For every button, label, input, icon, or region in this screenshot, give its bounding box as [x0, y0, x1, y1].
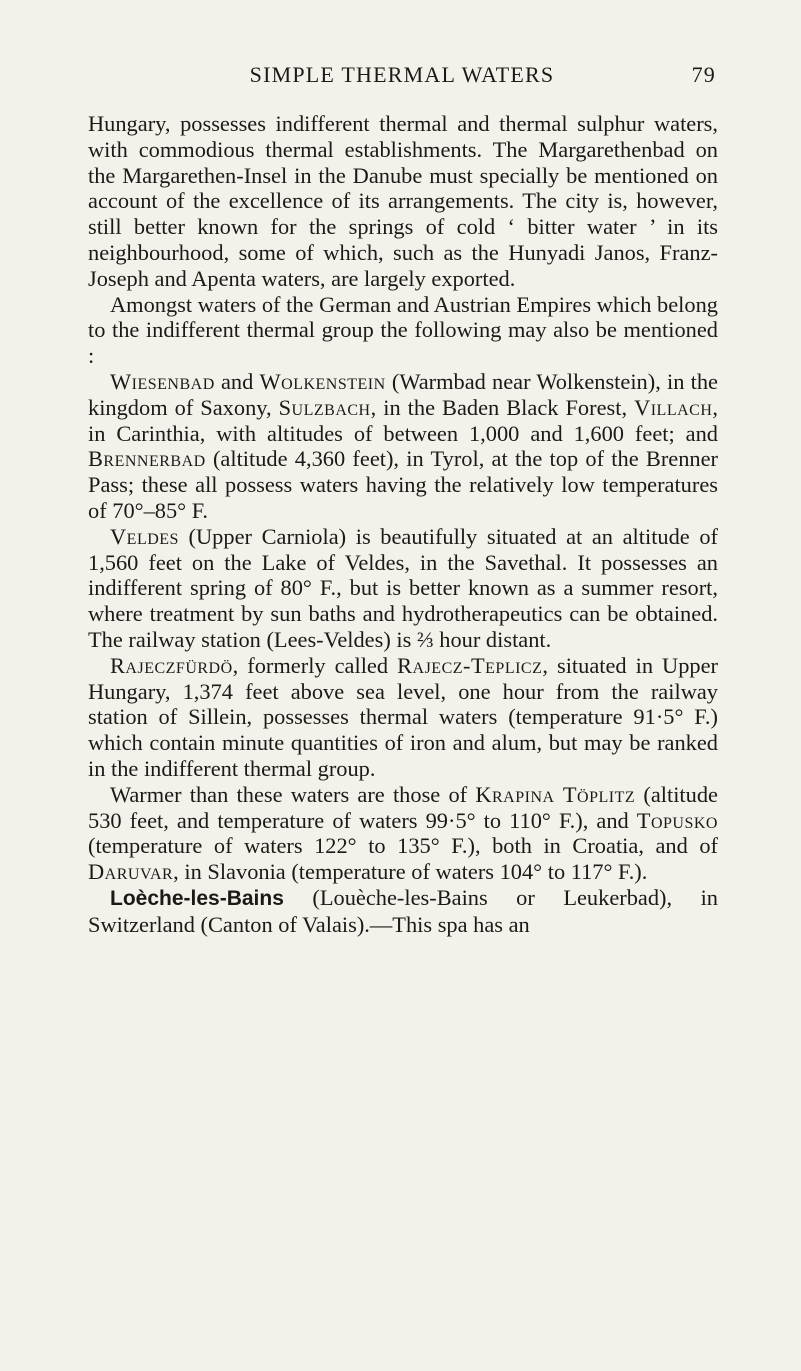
paragraph-wiesenbad: [88, 369, 718, 524]
text-run: (altitude 4,360 feet), in Tyrol, at the top of the Brenner Pass; these all possess waters having the relatively low temperatures of 70°–85° F.: [88, 446, 718, 523]
paragraph-warmer-waters: [88, 782, 718, 885]
paragraph-loeche: [88, 885, 718, 938]
text-run: , in the Baden Black Forest,: [370, 394, 635, 420]
text-run: (Warmbad near Wolkenstein), in the kingdom of Saxony,: [88, 368, 718, 420]
spa-name: Wolkenstein: [259, 368, 386, 394]
page-number: 79: [691, 62, 716, 87]
spa-name: Wiesenbad: [110, 368, 215, 394]
paragraph-hungary: Hungary, possesses indifferent thermal and thermal sulphur waters, with commodious thermal establishments. The Margarethenbad on the Margarethen-Insel in the Danube must specially be mentioned on account of the excellence of its arrangements. The city is, however, still better known for the springs of cold ‘ bitter water ’ in its neighbourhood, some of which, such as the Hunyadi Janos, Franz-Joseph and Apenta waters, are largely exported.: [88, 111, 718, 291]
spa-name: Veldes: [110, 523, 179, 549]
section-heading: Loèche-les-Bains: [110, 886, 284, 910]
text-run: Warmer than these waters are those of: [110, 781, 476, 807]
paragraph-rajeczfurdo: [88, 653, 718, 782]
text-run: , situated in Upper Hungary, 1,374 feet above sea level, one hour from the railway station of Sillein, possesses thermal waters (temperature 91·5° F.) which contain minute quantities of iron and alum, but may be ranked in the indifferent thermal group.: [88, 652, 718, 781]
text-run: (temperature of waters 122° to 135° F.), both in Croatia, and of: [88, 833, 718, 859]
text-run: and: [214, 368, 260, 394]
spa-name: Daruvar: [88, 859, 174, 885]
spa-name: Brennerbad: [88, 446, 206, 472]
text-run: (altitude 530 feet, and temperature of waters 99·5° to 110° F.), and: [88, 781, 718, 833]
paragraph-veldes: [88, 524, 718, 653]
text-run: , in Slavonia (temperature of waters 104° to 117° F.).: [173, 859, 648, 885]
running-head: [88, 62, 716, 92]
text-run: (Louèche-les-Bains or Leukerbad), in Switzerland (Canton of Valais).—This spa has an: [88, 884, 718, 937]
text-run: , formerly called: [232, 652, 398, 678]
spa-name: Rajeczfürdö: [110, 652, 233, 678]
spa-name: Sulzbach: [278, 394, 371, 420]
text-run: (Upper Carniola) is beautifully situated at an altitude of 1,560 feet on the Lake of Veldes, in the Savethal. It possesses an indifferent spring of 80° F., but is better known as a summer resort, where treatment by sun baths and hydrotherapeutics can be obtained. The railway station (Lees-Veldes) is ⅔ hour distant.: [88, 523, 718, 652]
spa-name: Topusko: [636, 807, 718, 833]
spa-name: Krapina Töplitz: [475, 781, 636, 807]
spa-name: Villach: [634, 394, 713, 420]
body-text: [88, 111, 718, 938]
running-title: SIMPLE THERMAL WATERS: [249, 62, 555, 87]
text-run: , in Carinthia, with altitudes of between 1,000 and 1,600 feet; and: [88, 394, 718, 446]
paragraph-german-austrian: Amongst waters of the German and Austrian Empires which belong to the indifferent thermal group the following may also be mentioned :: [88, 291, 718, 369]
spa-name: Rajecz-Teplicz: [397, 652, 543, 678]
